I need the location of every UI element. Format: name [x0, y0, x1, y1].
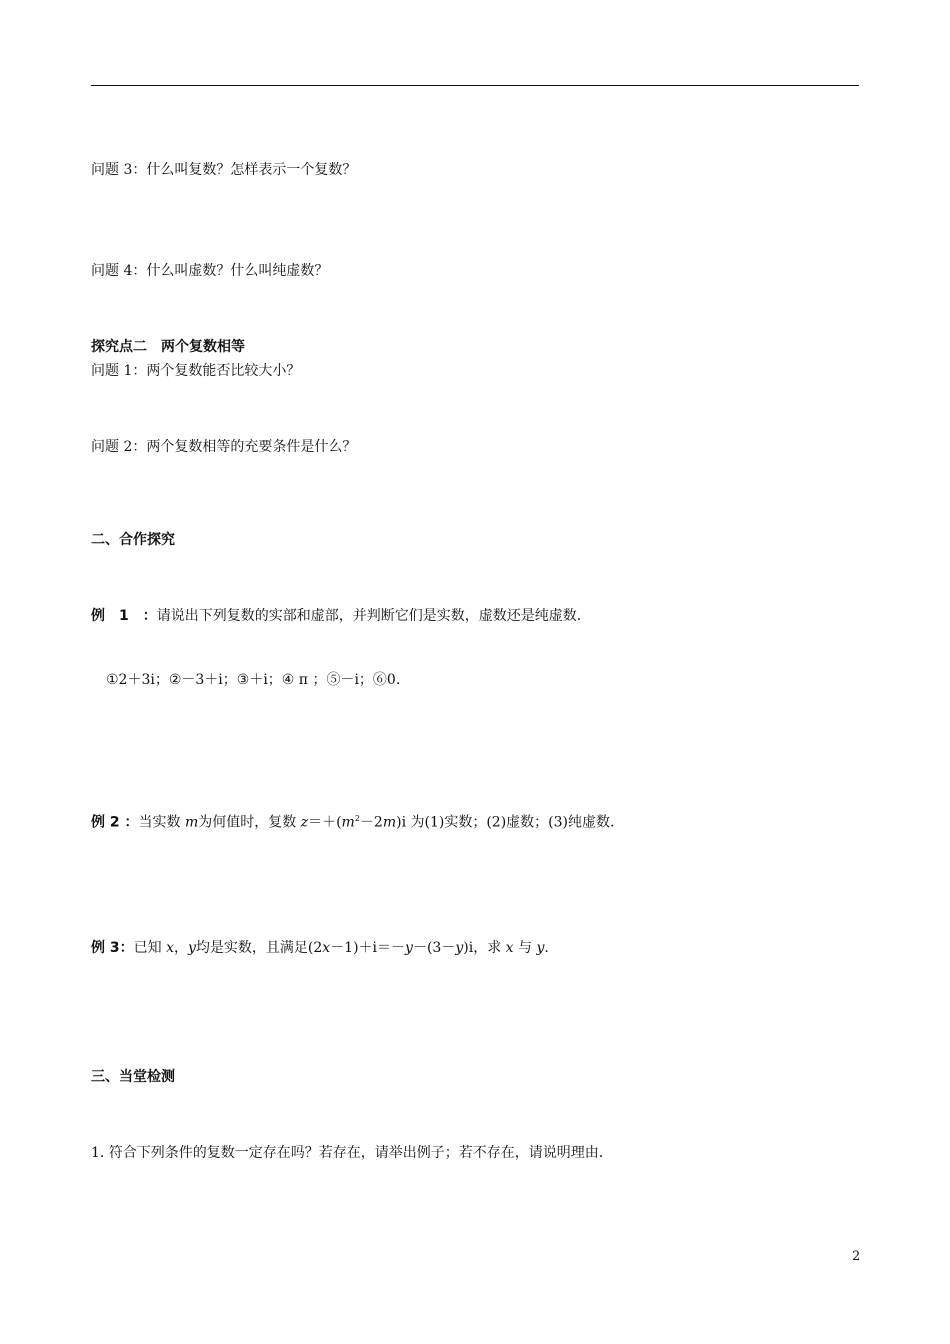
example-1-label: 例 1 ：: [91, 608, 157, 624]
variable-x: x: [322, 940, 331, 956]
example-3-text: )i，求: [463, 940, 506, 956]
example-3-text: .: [544, 940, 549, 956]
equality-question-1: 问题 1：两个复数能否比较大小？: [91, 363, 301, 379]
example-3-text: －1)＋i＝－: [330, 940, 406, 956]
example-3: [91, 939, 549, 957]
example-2-text: ＝＋(: [308, 814, 342, 831]
variable-m: m: [341, 814, 355, 831]
page-number: 2: [852, 1249, 861, 1264]
example-2-text: －2: [359, 814, 383, 831]
example-3-text: 已知: [133, 940, 167, 956]
exponent-2: 2: [354, 814, 360, 823]
example-3-text: ，: [173, 940, 188, 956]
variable-y: y: [405, 940, 413, 956]
example-1-text: 请说出下列复数的实部和虚部，并判断它们是实数，虚数还是纯虚数．: [156, 608, 591, 624]
variable-y: y: [536, 940, 545, 956]
header-rule: [91, 85, 859, 86]
variable-y: y: [187, 940, 196, 956]
example-2-text: 为何值时，复数: [198, 814, 301, 831]
example-2-text: )i 为(1)实数；(2)虚数；(3)纯虚数．: [396, 814, 625, 831]
variable-m: m: [184, 814, 199, 831]
variable-y: y: [455, 940, 464, 956]
example-3-text: 均是实数，且满足(2: [195, 940, 323, 956]
equality-question-2: 问题 2：两个复数相等的充要条件是什么？: [91, 439, 357, 455]
variable-x: x: [505, 940, 514, 956]
example-2-label: 例 2 ：: [91, 814, 139, 831]
question-4: 问题 4：什么叫虚数？什么叫纯虚数？: [91, 263, 329, 279]
example-1: [91, 607, 591, 625]
variable-m: m: [382, 814, 397, 831]
check-question-1: 1. 符合下列条件的复数一定存在吗？若存在，请举出例子；若不存在，请说明理由．: [91, 1145, 613, 1161]
section-cooperative-inquiry: 二、合作探究: [91, 532, 175, 548]
example-1-items: ①2＋3i；②－3＋i；③＋i；④ π ；⑤－i；⑥0.: [106, 672, 401, 688]
example-2: [91, 810, 624, 832]
example-3-text: 与: [513, 940, 537, 956]
example-2-text: 当实数: [138, 814, 185, 831]
question-3: 问题 3：什么叫复数？怎样表示一个复数？: [91, 162, 357, 178]
section-explore-point-2: 探究点二 两个复数相等: [91, 339, 245, 355]
section-in-class-check: 三、当堂检测: [91, 1069, 175, 1085]
variable-x: x: [166, 940, 174, 956]
variable-z: z: [300, 814, 309, 831]
example-3-text: －(3－: [412, 940, 456, 956]
example-3-label: 例 3：: [91, 940, 134, 956]
